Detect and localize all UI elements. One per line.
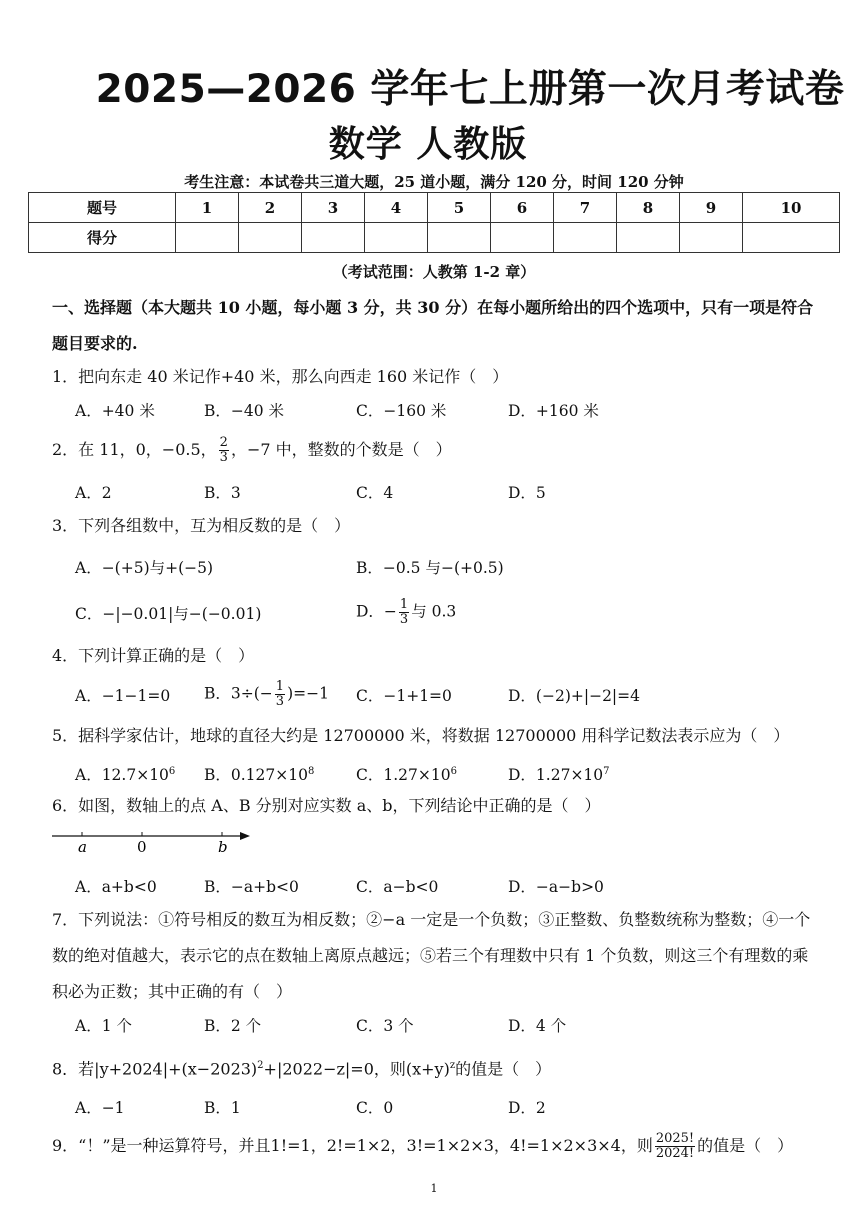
q8-option-b[interactable]: B．1 bbox=[204, 1099, 241, 1117]
question-2-stem bbox=[52, 436, 832, 465]
q4-option-d[interactable]: D．(−2)+|−2|=4 bbox=[508, 687, 640, 705]
q1-option-c[interactable]: C．−160 米 bbox=[356, 402, 447, 420]
q6-option-c[interactable]: C．a−b<0 bbox=[356, 878, 439, 896]
q4-b-pre: B．3÷(− bbox=[204, 684, 273, 703]
q2-fraction-den: 3 bbox=[219, 450, 228, 465]
q5-c-base: C．1.27×10 bbox=[356, 766, 451, 785]
q8-stem-post: 的值是（ ） bbox=[455, 1059, 552, 1079]
q4-option-a[interactable]: A．−1−1=0 bbox=[75, 687, 171, 705]
q8-option-a[interactable]: A．−1 bbox=[75, 1099, 125, 1117]
q2-option-b[interactable]: B．3 bbox=[204, 484, 241, 502]
q3-option-b[interactable]: B．−0.5 与−(+0.5) bbox=[356, 559, 504, 577]
exam-notice: 考生注意：本试卷共三道大题，25 道小题，满分 120 分，时间 120 分钟 bbox=[184, 173, 684, 191]
q4-b-den: 3 bbox=[275, 694, 285, 709]
q5-a-exp: 6 bbox=[168, 766, 176, 777]
q8-option-d[interactable]: D．2 bbox=[508, 1099, 546, 1117]
score-cell[interactable] bbox=[365, 223, 428, 253]
question-3-stem: 3．下列各组数中，互为相反数的是（ ） bbox=[52, 516, 351, 535]
q2-fraction bbox=[219, 436, 229, 465]
score-table-col: 1 bbox=[176, 193, 239, 223]
q3-d-num: 1 bbox=[399, 597, 409, 612]
q3-d-post: 与 0.3 bbox=[411, 602, 457, 621]
score-table-col: 4 bbox=[365, 193, 428, 223]
q5-option-b[interactable] bbox=[204, 759, 314, 788]
page-number: 1 bbox=[430, 1182, 438, 1195]
q1-option-a[interactable]: A．+40 米 bbox=[75, 402, 155, 420]
q3-d-den: 3 bbox=[399, 612, 409, 627]
question-6-stem: 6．如图，数轴上的点 A、B 分别对应实数 a、b，下列结论中正确的是（ ） bbox=[52, 796, 601, 815]
score-cell[interactable] bbox=[176, 223, 239, 253]
q1-option-d[interactable]: D．+160 米 bbox=[508, 402, 599, 420]
q9-fraction-den: 2024! bbox=[655, 1146, 695, 1161]
exam-title: 2025—2026 学年七上册第一次月考试卷 bbox=[95, 67, 845, 112]
score-cell[interactable] bbox=[743, 223, 840, 253]
score-cell[interactable] bbox=[617, 223, 680, 253]
score-table-label: 得分 bbox=[29, 223, 176, 253]
axis-label-a: a bbox=[78, 838, 87, 856]
score-cell[interactable] bbox=[491, 223, 554, 253]
q6-option-a[interactable]: A．a+b<0 bbox=[75, 878, 157, 896]
score-table-row-question bbox=[29, 193, 840, 223]
q3-option-d[interactable] bbox=[356, 598, 456, 627]
score-table-col: 10 bbox=[743, 193, 840, 223]
q7-option-a[interactable]: A．1 个 bbox=[75, 1017, 132, 1035]
q2-stem-post: ，−7 中，整数的个数是（ ） bbox=[230, 440, 452, 459]
score-table-col: 3 bbox=[302, 193, 365, 223]
exam-subtitle: 数学 人教版 bbox=[328, 124, 528, 165]
axis-label-0: 0 bbox=[137, 838, 147, 856]
q3-option-a[interactable]: A．−(+5)与+(−5) bbox=[75, 559, 214, 577]
q8-exp-1: 2 bbox=[257, 1060, 264, 1071]
question-5-stem: 5．据科学家估计，地球的直径大约是 12700000 米，将数据 12700000 用科学记数法表示应为（ ） bbox=[52, 726, 790, 745]
q4-option-c[interactable]: C．−1+1=0 bbox=[356, 687, 452, 705]
score-cell[interactable] bbox=[554, 223, 617, 253]
q4-b-fraction bbox=[275, 680, 285, 709]
q5-b-base: B．0.127×10 bbox=[204, 766, 308, 785]
q8-exp-2: z bbox=[449, 1060, 456, 1071]
question-7-stem: 7．下列说法：①符号相反的数互为相反数；②−a 一定是一个负数；③正整数、负整数统称为整数；④一个数的绝对值越大，表示它的点在数轴上离原点越远；⑤若三个有理数中只有 1 个负数，则这三个有理数的乘积必为正数；其中正确的有（ ） bbox=[52, 910, 811, 1001]
q9-fraction-num: 2025! bbox=[655, 1131, 695, 1146]
q4-b-post: )=−1 bbox=[287, 684, 329, 703]
q5-d-exp: 7 bbox=[603, 766, 610, 777]
q2-option-d[interactable]: D．5 bbox=[508, 484, 546, 502]
axis-label-b: b bbox=[218, 838, 228, 856]
score-table-col: 8 bbox=[617, 193, 680, 223]
score-cell[interactable] bbox=[680, 223, 743, 253]
score-table-col: 7 bbox=[554, 193, 617, 223]
score-table bbox=[28, 192, 840, 253]
score-table-col: 9 bbox=[680, 193, 743, 223]
q3-option-c[interactable]: C．−|−0.01|与−(−0.01) bbox=[75, 605, 262, 623]
q7-option-d[interactable]: D．4 个 bbox=[508, 1017, 567, 1035]
exam-scope: （考试范围：人教第 1-2 章） bbox=[332, 263, 536, 281]
q3-d-fraction bbox=[399, 598, 409, 627]
question-8-stem bbox=[52, 1053, 832, 1082]
q4-option-b[interactable] bbox=[204, 680, 329, 709]
number-line-figure bbox=[52, 826, 252, 856]
q1-option-b[interactable]: B．−40 米 bbox=[204, 402, 285, 420]
q5-option-d[interactable] bbox=[508, 759, 610, 788]
question-4-stem: 4．下列计算正确的是（ ） bbox=[52, 646, 255, 665]
score-table-col: 5 bbox=[428, 193, 491, 223]
score-table-col: 2 bbox=[239, 193, 302, 223]
q7-option-b[interactable]: B．2 个 bbox=[204, 1017, 262, 1035]
q8-stem-pre: 8．若|y+2024|+(x−2023) bbox=[52, 1059, 258, 1079]
number-line-arrow bbox=[240, 832, 250, 840]
q5-option-a[interactable] bbox=[75, 759, 175, 788]
q9-fraction bbox=[655, 1132, 695, 1161]
q2-option-c[interactable]: C．4 bbox=[356, 484, 394, 502]
q2-stem-pre: 2．在 11，0，−0.5， bbox=[52, 440, 217, 459]
score-cell[interactable] bbox=[302, 223, 365, 253]
q5-d-base: D．1.27×10 bbox=[508, 766, 604, 785]
score-table-row-score bbox=[29, 223, 840, 253]
q9-stem-pre: 9．“！”是一种运算符号，并且1!=1，2!=1×2，3!=1×2×3，4!=1×2×3×4，则 bbox=[52, 1136, 653, 1155]
q9-stem-post: 的值是（ ） bbox=[697, 1136, 794, 1155]
q5-a-base: A．12.7×10 bbox=[75, 766, 169, 785]
score-cell[interactable] bbox=[428, 223, 491, 253]
q3-d-pre: D．− bbox=[356, 602, 397, 621]
q8-stem-mid: +|2022−z|=0，则(x+y) bbox=[263, 1059, 450, 1079]
q8-option-c[interactable]: C．0 bbox=[356, 1099, 394, 1117]
q5-option-c[interactable] bbox=[356, 759, 457, 788]
score-table-label: 题号 bbox=[29, 193, 176, 223]
score-cell[interactable] bbox=[239, 223, 302, 253]
question-1-stem: 1．把向东走 40 米记作+40 米，那么向西走 160 米记作（ ） bbox=[52, 367, 509, 386]
section-heading: 一、选择题（本大题共 10 小题，每小题 3 分，共 30 分）在每小题所给出的四个选项中，只有一项是符合题目要求的. bbox=[52, 298, 814, 353]
score-table-col: 6 bbox=[491, 193, 554, 223]
q2-option-a[interactable]: A．2 bbox=[75, 484, 112, 502]
q6-option-d[interactable]: D．−a−b>0 bbox=[508, 878, 604, 896]
q5-c-exp: 6 bbox=[450, 766, 457, 777]
question-9-stem bbox=[52, 1132, 832, 1161]
q7-option-c[interactable]: C．3 个 bbox=[356, 1017, 414, 1035]
q5-b-exp: 8 bbox=[307, 766, 315, 777]
q2-fraction-num: 2 bbox=[219, 435, 228, 450]
q4-b-num: 1 bbox=[275, 679, 285, 694]
q6-option-b[interactable]: B．−a+b<0 bbox=[204, 878, 299, 896]
